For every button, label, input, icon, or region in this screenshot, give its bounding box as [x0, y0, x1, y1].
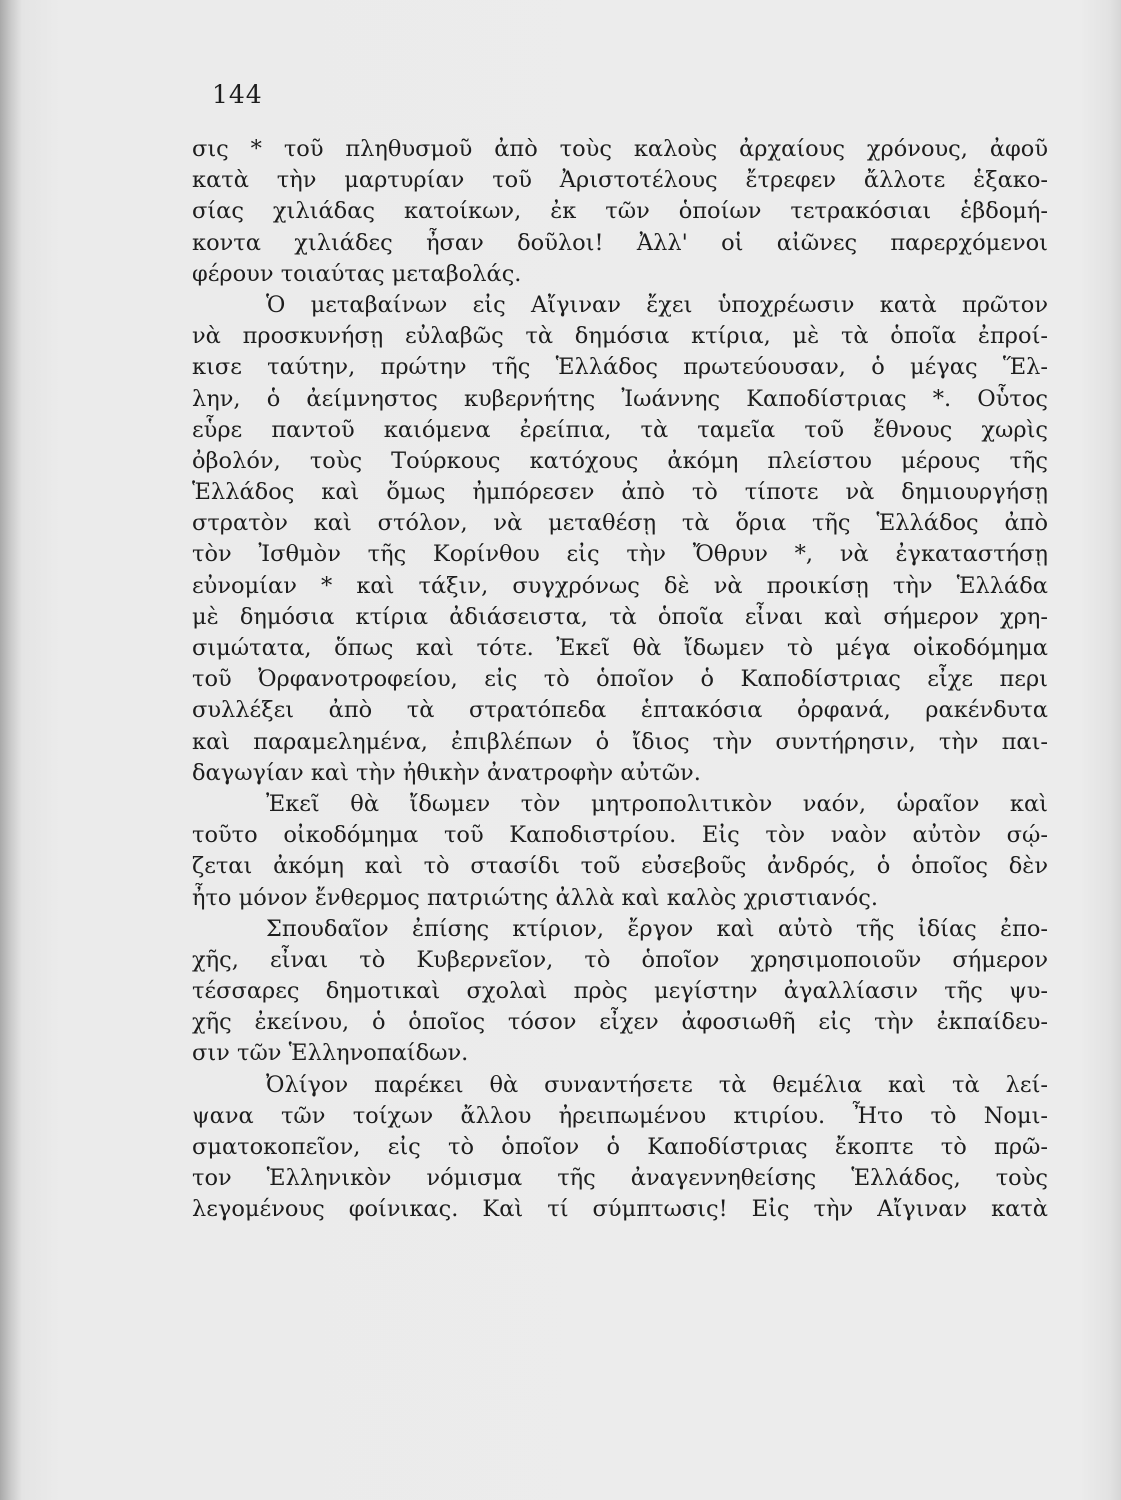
text-line: ψανα τῶν τοίχων ἄλλου ἠρειπωμένου κτιρίου. Ἦτο τὸ Νομι-	[192, 1102, 1048, 1129]
text-line: ἦτο μόνον ἔνθερμος πατριώτης ἀλλὰ καὶ καλὸς χριστιανός.	[192, 884, 879, 911]
text-line: σις * τοῦ πληθυσμοῦ ἀπὸ τοὺς καλοὺς ἀρχαίους χρόνους, ἀφοῦ	[192, 136, 1048, 162]
text-line: ὀβολόν, τοὺς Τούρκους κατόχους ἀκόμη πλείστου μέρους τῆς	[192, 447, 1048, 474]
text-line: σματοκοπεῖον, εἰς τὸ ὁποῖον ὁ Καποδίστριας ἔκοπτε τὸ πρῶ-	[192, 1134, 1048, 1160]
text-line: ζεται ἀκόμη καὶ τὸ στασίδι τοῦ εὐσεβοῦς ἀνδρός, ὁ ὁποῖος δὲν	[192, 853, 1048, 880]
text-line: δαγωγίαν καὶ τὴν ἠθικὴν ἀνατροφὴν αὐτῶν.	[192, 759, 701, 786]
text-line: εὐνομίαν * καὶ τάξιν, συγχρόνως δὲ νὰ προικίσῃ τὴν Ἑλλάδα	[192, 572, 1048, 599]
text-line: κοντα χιλιάδες ἦσαν δοῦλοι! Ἀλλ' οἱ αἰῶνες παρερχόμενοι	[192, 229, 1048, 256]
text-line: συλλέξει ἀπὸ τὰ στρατόπεδα ἑπτακόσια ὀρφανά, ρακένδυτα	[192, 697, 1048, 724]
text-line: Ἐκεῖ θὰ ἴδωμεν τὸν μητροπολιτικὸν ναόν, ὡραῖον καὶ	[266, 790, 1048, 817]
text-line: καὶ παραμελημένα, ἐπιβλέπων ὁ ἴδιος τὴν συντήρησιν, τὴν παι-	[192, 728, 1048, 755]
text-line: Ὁ μεταβαίνων εἰς Αἴγιναν ἔχει ὑποχρέωσιν κατὰ πρῶτον	[266, 291, 1048, 318]
text-line: λεγομένους φοίνικας. Καὶ τί σύμπτωσις! Εἰς τὴν Αἴγιναν κατὰ	[192, 1196, 1048, 1223]
text-line: λην, ὁ ἀείμνηστος κυβερνήτης Ἰωάννης Καποδίστριας *. Οὗτος	[192, 385, 1048, 412]
text-line: μὲ δημόσια κτίρια ἀδιάσειστα, τὰ ὁποῖα εἶναι καὶ σήμερον χρη-	[192, 603, 1048, 630]
text-line: κισε ταύτην, πρώτην τῆς Ἑλλάδος πρωτεύουσαν, ὁ μέγας Ἕλ-	[192, 354, 1048, 381]
text-line: Ἑλλάδος καὶ ὅμως ἠμπόρεσεν ἀπὸ τὸ τίποτε νὰ δημιουργήσῃ	[192, 479, 1048, 506]
text-line: φέρουν τοιαύτας μεταβολάς.	[192, 260, 522, 287]
text-line: σιν τῶν Ἑλληνοπαίδων.	[192, 1040, 469, 1067]
text-line: σίας χιλιάδας κατοίκων, ἐκ τῶν ὁποίων τετρακόσιαι ἑβδομή-	[192, 198, 1048, 225]
text-line: τον Ἑλληνικὸν νόμισμα τῆς ἀναγεννηθείσης Ἑλλάδος, τοὺς	[192, 1165, 1048, 1192]
text-line: Σπουδαῖον ἐπίσης κτίριον, ἔργον καὶ αὐτὸ τῆς ἰδίας ἐπο-	[266, 915, 1048, 942]
text-line: στρατὸν καὶ στόλον, νὰ μεταθέσῃ τὰ ὅρια τῆς Ἑλλάδος ἀπὸ	[192, 510, 1048, 537]
text-line: εὗρε παντοῦ καιόμενα ἐρείπια, τὰ ταμεῖα τοῦ ἔθνους χωρὶς	[192, 416, 1048, 443]
text-line: τοῦτο οἰκοδόμημα τοῦ Καποδιστρίου. Εἰς τὸν ναὸν αὐτὸν σῴ-	[192, 822, 1048, 849]
text-line: τὸν Ἰσθμὸν τῆς Κορίνθου εἰς τὴν Ὄθρυν *, νὰ ἐγκαταστήσῃ	[192, 541, 1048, 568]
page-number: 144	[212, 80, 263, 109]
text-line: Ὀλίγον παρέκει θὰ συναντήσετε τὰ θεμέλια καὶ τὰ λεί-	[266, 1071, 1048, 1098]
text-line: κατὰ τὴν μαρτυρίαν τοῦ Ἀριστοτέλους ἔτρεφεν ἄλλοτε ἑξακο-	[192, 167, 1048, 194]
text-line: σιμώτατα, ὅπως καὶ τότε. Ἐκεῖ θὰ ἴδωμεν τὸ μέγα οἰκοδόμημα	[192, 635, 1048, 661]
body-text	[192, 134, 1048, 1226]
text-line: τοῦ Ὀρφανοτροφείου, εἰς τὸ ὁποῖον ὁ Καποδίστριας εἶχε περι	[192, 666, 1048, 693]
text-line: τέσσαρες δημοτικαὶ σχολαὶ πρὸς μεγίστην ἀγαλλίασιν τῆς ψυ-	[192, 978, 1048, 1005]
text-line: νὰ προσκυνήσῃ εὐλαβῶς τὰ δημόσια κτίρια, μὲ τὰ ὁποῖα ἐπροί-	[192, 323, 1048, 350]
text-line: χῆς ἐκείνου, ὁ ὁποῖος τόσον εἶχεν ἀφοσιωθῆ εἰς τὴν ἐκπαίδευ-	[192, 1009, 1048, 1036]
text-line: χῆς, εἶναι τὸ Κυβερνεῖον, τὸ ὁποῖον χρησιμοποιοῦν σήμερον	[192, 946, 1048, 973]
